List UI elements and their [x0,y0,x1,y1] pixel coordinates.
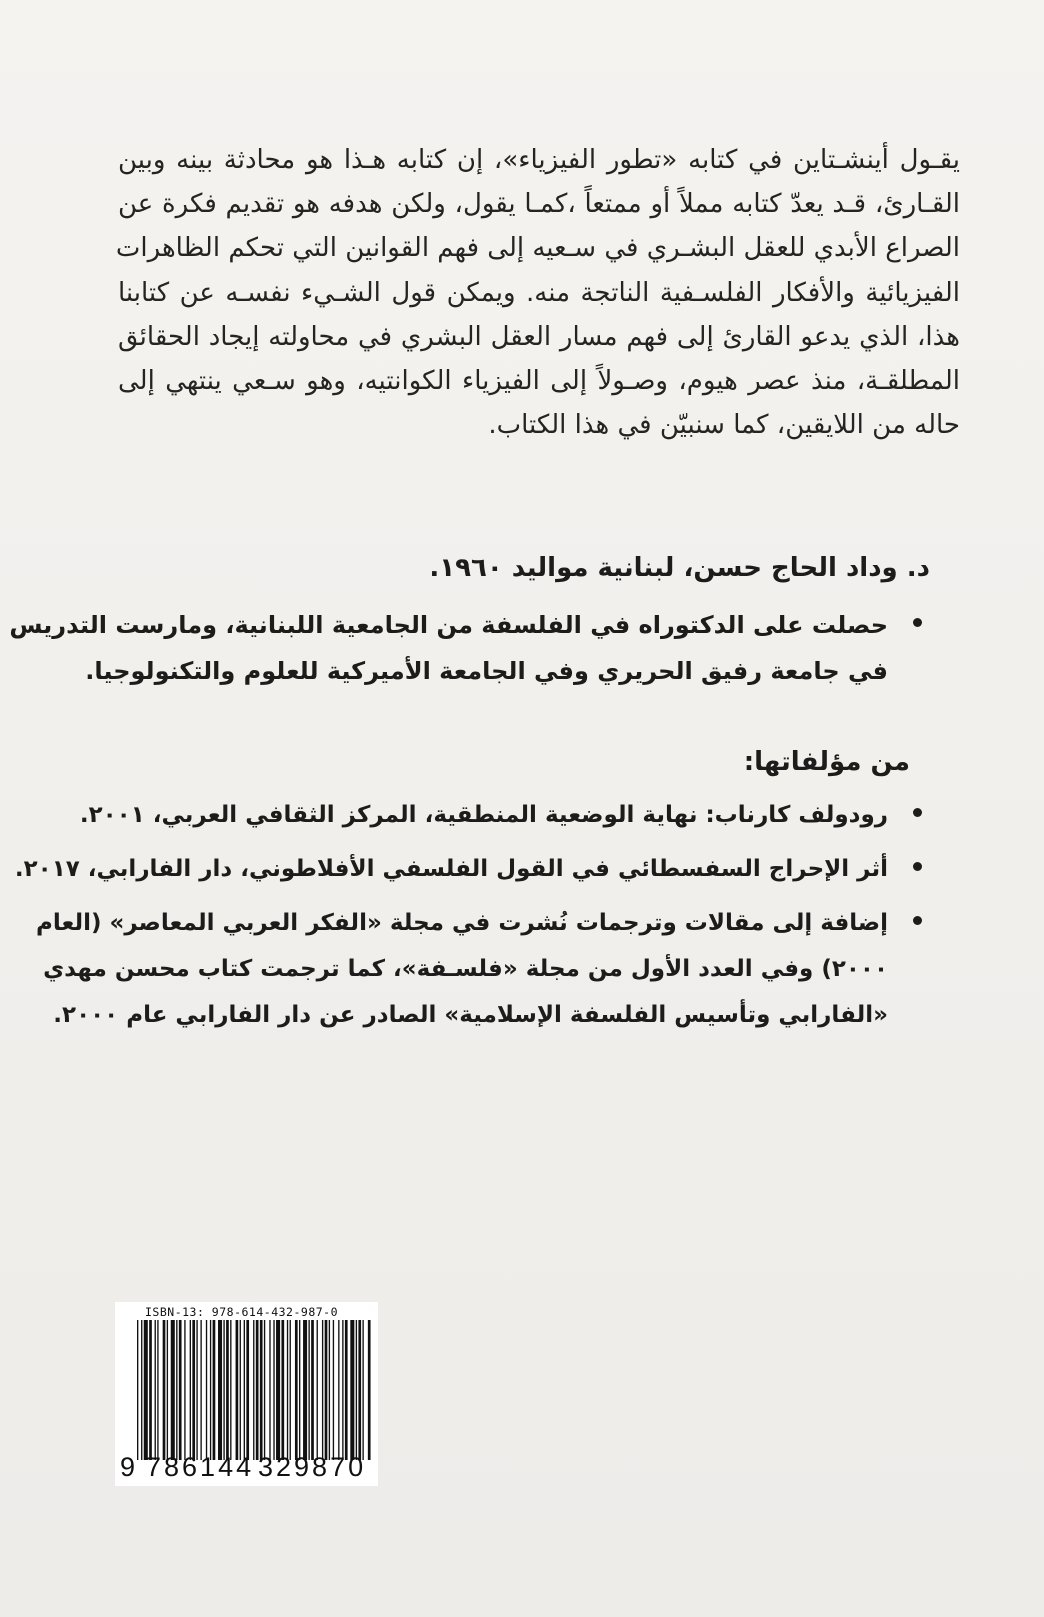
blurb-line: الفيزيائية والأفكار الفلسـفية الناتجة منه. ويمكن قول الشـيء نفسـه عن كتابنا [118,277,960,308]
blurb-line: هذا، الذي يدعو القارئ إلى فهم مسار العقل البشري في محاولته إيجاد الحقائق [118,321,960,352]
barcode-first-digit: 9 [120,1452,136,1482]
author-works [14,738,930,1046]
list-item [9,602,930,694]
author-bio [9,548,930,694]
blurb-paragraph [115,138,960,447]
blurb-line: المطلقـة، منذ عصر هيوم، وصـولاً إلى الفيزياء الكوانتيه، وهو سـعي ينتهي إلى [118,366,960,397]
bullet-icon [913,862,922,871]
bio-line: في جامعة رفيق الحريري وفي الجامعة الأميركية للعلوم والتكنولوجيا. [85,657,888,685]
work-line: ٢٠٠٠) وفي العدد الأول من مجلة «فلسـفة»، كما ترجمت كتاب محسن مهدي [43,956,888,982]
list-item [79,792,930,838]
barcode-bars-icon [133,1320,375,1460]
bio-line: حصلت على الدكتوراه في الفلسفة من الجامعية اللبنانية، ومارست التدريس [9,611,888,639]
work-line: أثر الإحراج السفسطائي في القول الفلسفي الأفلاطوني، دار الفارابي، ٢٠١٧. [14,856,888,882]
works-list [14,792,930,1038]
blurb-line: القـارئ، قـد يعدّ كتابه مملاً أو ممتعاً ،كمـا يقول، ولكن هدفه هو تقديم فكرة عن [118,189,960,220]
bullet-icon [913,618,922,627]
list-item [14,846,930,892]
blurb-line: يقـول أينشـتاين في كتابه «تطور الفيزياء»، إن كتابه هـذا هو محادثة بينه وبين [118,145,960,175]
barcode-digits-right: 329870 [258,1452,367,1482]
work-line: إضافة إلى مقالات وترجمات نُشرت في مجلة «الفكر العربي المعاصر» (العام [36,910,888,936]
blurb-line: حاله من اللايقين، كما سنبيّن في هذا الكتاب. [488,410,960,441]
work-line: «الفارابي وتأسيس الفلسفة الإسلامية» الصادر عن دار الفارابي عام ٢٠٠٠. [53,1002,888,1028]
bullet-icon [913,916,922,925]
work-line: رودولف كارناب: نهاية الوضعية المنطقية، المركز الثقافي العربي، ٢٠٠١. [79,802,888,828]
list-item [36,900,930,1038]
bio-list [9,602,930,694]
blurb-line: الصراع الأبدي للعقل البشـري في سـعيه إلى فهم القوانين التي تحكم الظاهرات [115,233,960,264]
barcode-digits-left: 786144 [146,1452,255,1482]
author-heading: د. وداد الحاج حسن، لبنانية مواليد ١٩٦٠. [429,553,930,583]
isbn-label: ISBN-13: 978-614-432-987-0 [145,1305,339,1319]
works-heading: من مؤلفاتها: [743,747,910,777]
bullet-icon [913,808,922,817]
